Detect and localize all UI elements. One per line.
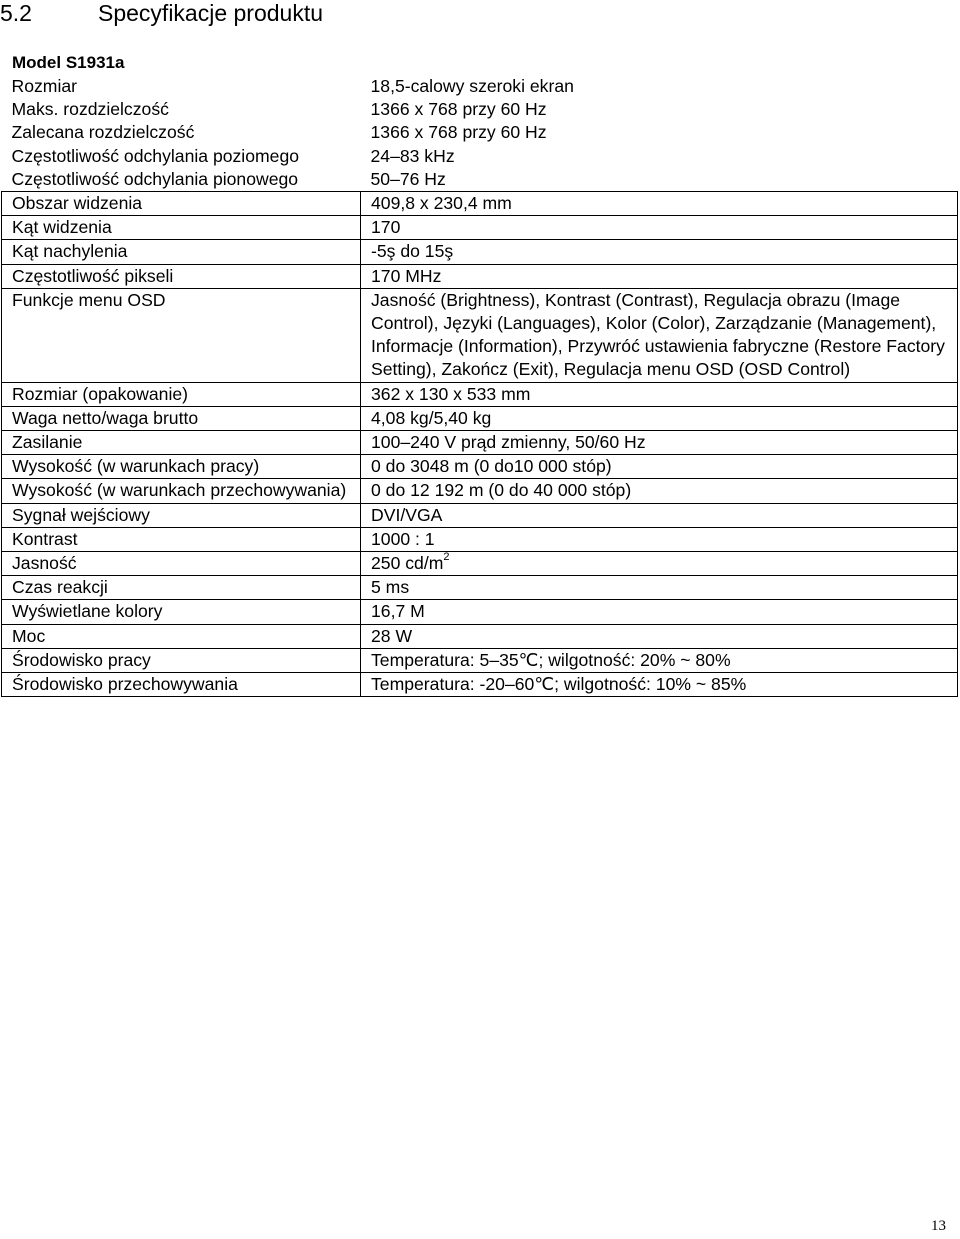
spec-value-text: -5ş do 15ş: [371, 241, 454, 262]
spec-key: Waga netto/waga brutto: [2, 406, 361, 430]
table-row: [2, 288, 958, 382]
spec-value: [361, 406, 958, 430]
spec-value-text: 28 W: [371, 625, 413, 646]
spec-value: [361, 431, 958, 455]
superscript: 2: [443, 551, 450, 564]
spec-key: Czas reakcji: [2, 576, 361, 600]
spec-value-text: Jasność (Brightness), Kontrast (Contrast), Regulacja obrazu (Image Control), Języki (Languages), Kolor (Color), Zarządzanie (Management), Informacje (Information), Przywróć ustawienia fabryczne (Restore Factory Setting), Zakończ (Exit), Regulacja menu OSD (OSD Control): [371, 289, 945, 380]
spec-key: Kąt nachylenia: [2, 240, 361, 264]
spec-key: Funkcje menu OSD: [2, 288, 361, 382]
spec-key: Jasność: [2, 552, 361, 576]
spec-table-body: [2, 75, 958, 697]
spec-key: Środowisko przechowywania: [2, 673, 361, 697]
spec-value-text: DVI/VGA: [371, 504, 443, 525]
spec-key: Kąt widzenia: [2, 216, 361, 240]
table-row: [2, 503, 958, 527]
table-row: [2, 600, 958, 624]
spec-value: [361, 600, 958, 624]
spec-value-text: 1366 x 768 przy 60 Hz: [370, 122, 547, 143]
spec-value-text: 1366 x 768 przy 60 Hz: [370, 99, 547, 120]
spec-value-text: 50–76 Hz: [370, 168, 446, 189]
spec-key: Zalecana rozdzielczość: [11, 122, 195, 143]
spec-value: [361, 648, 958, 672]
spec-key: Wyświetlane kolory: [2, 600, 361, 624]
spec-key: Kontrast: [2, 527, 361, 551]
section-heading: [0, 0, 323, 28]
spec-value-text: 4,08 kg/5,40 kg: [371, 407, 492, 428]
spec-value: [361, 121, 958, 144]
table-row: [2, 673, 958, 697]
spec-value-text: 0 do 12 192 m (0 do 40 000 stóp): [371, 480, 632, 501]
table-row: [2, 479, 958, 503]
spec-value-text: 24–83 kHz: [370, 145, 455, 166]
spec-value: [361, 479, 958, 503]
spec-value-text: 0 do 3048 m (0 do10 000 stóp): [371, 456, 612, 477]
spec-value: [361, 240, 958, 264]
spec-key: Środowisko pracy: [2, 648, 361, 672]
spec-value: [361, 98, 958, 121]
spec-value-text: 362 x 130 x 533 mm: [371, 383, 531, 404]
spec-key: Maks. rozdzielczość: [11, 99, 169, 120]
spec-value-text: 409,8 x 230,4 mm: [371, 193, 512, 214]
table-row: [2, 382, 958, 406]
spec-key: Częstotliwość odchylania poziomego: [11, 145, 300, 166]
spec-key: Częstotliwość odchylania pionowego: [11, 168, 299, 189]
spec-value: [361, 576, 958, 600]
spec-value-text: 1000 : 1: [371, 528, 435, 549]
spec-value-text: Temperatura: -20–60℃; wilgotność: 10% ~ 85%: [371, 674, 747, 695]
spec-value: [361, 288, 958, 382]
spec-key: Częstotliwość pikseli: [2, 264, 361, 288]
spec-key: Wysokość (w warunkach przechowywania): [2, 479, 361, 503]
page-number: 13: [931, 1218, 946, 1234]
spec-value-text: 16,7 M: [371, 601, 425, 622]
spec-value: [361, 145, 958, 168]
table-row: [2, 406, 958, 430]
spec-value: [361, 192, 958, 216]
table-row: [2, 527, 958, 551]
spec-value: [361, 382, 958, 406]
spec-value: [361, 503, 958, 527]
table-row: [2, 98, 958, 121]
spec-value-text: 170 MHz: [371, 265, 442, 286]
table-row: [2, 145, 958, 168]
table-row: [2, 648, 958, 672]
spec-key: Moc: [2, 624, 361, 648]
table-row: [2, 240, 958, 264]
spec-value: [361, 168, 958, 192]
table-row: [2, 264, 958, 288]
model-title: Model S1931a: [12, 53, 125, 72]
spec-value: [361, 673, 958, 697]
table-row: [2, 168, 958, 192]
table-row: [2, 552, 958, 576]
spec-value-text: 250 cd/m: [371, 553, 444, 574]
spec-key: Rozmiar: [11, 76, 77, 96]
spec-value-text: 5 ms: [371, 577, 410, 598]
spec-value: [361, 216, 958, 240]
spec-key: Rozmiar (opakowanie): [2, 382, 361, 406]
table-row: [2, 121, 958, 144]
spec-value: [361, 527, 958, 551]
spec-key: Sygnał wejściowy: [2, 503, 361, 527]
table-row: [2, 431, 958, 455]
table-row: [2, 192, 958, 216]
spec-value-text: 18,5-calowy szeroki ekran: [370, 76, 574, 96]
spec-value-text: Temperatura: 5–35℃; wilgotność: 20% ~ 80%: [371, 649, 731, 670]
table-row: [2, 75, 958, 98]
table-row: [2, 216, 958, 240]
spec-value: [361, 455, 958, 479]
spec-value: [361, 264, 958, 288]
spec-key: Wysokość (w warunkach pracy): [2, 455, 361, 479]
table-row: [2, 576, 958, 600]
section-number: 5.2: [0, 0, 32, 26]
spec-value: [361, 552, 958, 576]
spec-value-text: 100–240 V prąd zmienny, 50/60 Hz: [371, 432, 646, 453]
spec-value: [361, 624, 958, 648]
spec-value: [361, 75, 958, 98]
spec-key: Obszar widzenia: [2, 192, 361, 216]
spec-table: [1, 75, 958, 697]
spec-value-text: 170: [371, 217, 401, 238]
table-row: [2, 455, 958, 479]
table-row: [2, 624, 958, 648]
section-title: Specyfikacje produktu: [98, 0, 324, 26]
spec-key: Zasilanie: [2, 431, 361, 455]
